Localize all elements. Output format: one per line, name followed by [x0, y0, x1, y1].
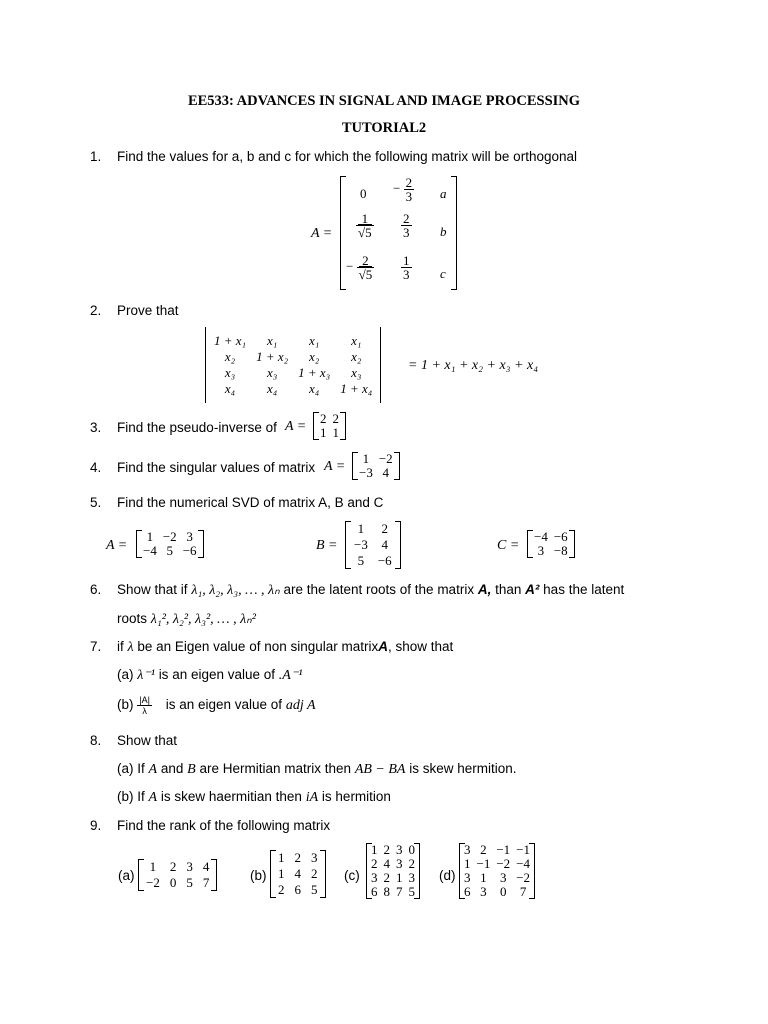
q1-number: 1. [90, 149, 102, 164]
q1-r1c3: a [440, 186, 447, 201]
q5-c-cell: −4 [534, 529, 548, 544]
q5-number: 5. [90, 495, 102, 510]
q7-a-text: is an eigen value of [158, 667, 276, 682]
q5-a-cell: 5 [166, 543, 174, 558]
q7-number: 7. [90, 639, 102, 654]
q5-a-cell: −4 [143, 543, 157, 558]
q9-matrix-b [270, 850, 326, 898]
q2-cell: 1 + x₁ [214, 333, 247, 348]
q9-b-cell: 4 [294, 866, 301, 881]
q9-d-cell: −1 [476, 856, 491, 871]
q5-a-cell: −2 [162, 529, 177, 544]
q5-b-cell: −6 [377, 553, 392, 568]
q2-cell: 1 + x₃ [298, 365, 331, 380]
q3-cell: 2 [332, 411, 339, 426]
q8-a-A: A [148, 762, 158, 777]
q6-line1 [117, 582, 624, 599]
q7-part-a [117, 667, 302, 684]
q7-b-num: |A| [139, 695, 150, 705]
q7-b-math: adj A [285, 698, 316, 714]
q3-text: Find the pseudo-inverse of [117, 420, 277, 435]
q8-a-and: and [160, 761, 184, 776]
q9-b-cell: 2 [278, 882, 285, 897]
q9-c-cell: 4 [383, 856, 390, 871]
q2-text: Prove that [117, 303, 179, 318]
q9-c-cell: 0 [408, 842, 415, 857]
q2-cell: x₃ [224, 365, 236, 380]
q1-r2c3: b [440, 224, 447, 239]
q9-d-cell: 1 [464, 856, 471, 871]
q9-c-cell: 2 [383, 870, 390, 885]
q9-d-cell: −1 [516, 842, 531, 857]
q1-lhs: A = [311, 226, 333, 241]
q7-text-b: be an Eigen value of non singular matrix [137, 639, 379, 654]
q9-a-cell: 3 [186, 859, 193, 874]
q9-d-cell: 6 [464, 884, 471, 899]
q2-cell: x₁ [351, 333, 362, 348]
q9-a-cell: 0 [169, 875, 177, 890]
q5-a-lhs: A = [106, 538, 128, 553]
q2-cell: x₂ [224, 349, 236, 364]
q9-d-cell: 7 [519, 884, 527, 899]
q9-d-cell: 0 [500, 884, 507, 899]
q2-cell: x₄ [266, 381, 278, 396]
q9-b-cell: 6 [294, 882, 301, 897]
document-title: EE533: ADVANCES IN SIGNAL AND IMAGE PROCESSING [187, 93, 581, 109]
q2-determinant [205, 327, 381, 403]
q8-a-prefix: (a) If [117, 761, 145, 776]
q5-b-lhs: B = [316, 538, 338, 553]
q7-lambda: λ [127, 640, 134, 655]
q4-text: Find the singular values of matrix [117, 460, 316, 475]
q7-matrix-a: A [378, 639, 389, 654]
q9-c-label: (c) [344, 868, 360, 883]
q9-c-cell: 2 [383, 842, 390, 857]
q5-c-cell: 3 [537, 543, 545, 558]
q2-cell: x₄ [309, 381, 320, 396]
q7-a-math: λ⁻¹ [137, 668, 155, 683]
q3-cell: 1 [332, 425, 339, 440]
q2-rhs: = 1 + x₁ + x₂ + x₃ + x₄ [408, 358, 539, 373]
q1-r3c2-den: 3 [403, 267, 410, 282]
q6-text-c: than [495, 582, 522, 597]
q4-matrix [352, 452, 400, 480]
q1-text: Find the values for a, b and c for which the following matrix will be orthogonal [117, 149, 577, 164]
q8-b-end: is hermition [321, 789, 391, 804]
q5-a-cell: 3 [186, 529, 193, 544]
q9-matrix-d [459, 843, 535, 899]
q9-b-cell: 2 [294, 850, 301, 865]
q8-a-B: B [187, 762, 196, 777]
q1-r3c1-den: √5 [358, 267, 373, 282]
q6-number: 6. [90, 582, 102, 597]
q9-c-cell: 3 [408, 870, 415, 885]
q9-b-cell: 1 [278, 850, 285, 865]
q9-c-cell: 6 [371, 884, 378, 899]
q9-c-cell: 1 [396, 870, 403, 885]
q2-number: 2. [90, 303, 102, 318]
q9-d-cell: 3 [480, 884, 487, 899]
q9-c-cell: 8 [383, 884, 390, 899]
q7-line1 [117, 639, 453, 656]
q5-b-cell: 2 [381, 521, 389, 536]
q9-d-label: (d) [439, 868, 456, 883]
q9-d-cell: 1 [480, 870, 487, 885]
q2-cell: 1 + x₂ [256, 349, 289, 364]
q6-text-b: are the latent roots of the matrix [283, 582, 475, 597]
q6-roots-label: roots [117, 611, 148, 626]
q2-cell: x₃ [266, 365, 278, 380]
q5-b-cell: 5 [357, 553, 365, 568]
q4-number: 4. [90, 460, 102, 475]
q9-c-cell: 7 [396, 884, 403, 899]
q8-b-A: A [148, 790, 158, 805]
q6-line2 [117, 611, 256, 628]
q5-b-cell: 1 [357, 521, 365, 536]
q7-b-text: is an eigen value of [165, 697, 283, 713]
q9-a-cell: 2 [169, 859, 177, 874]
q9-a-cell: 5 [186, 875, 193, 890]
q1-r2c1-den: √5 [358, 225, 372, 240]
q4-lhs: A = [324, 459, 346, 474]
q8-b-math: iA [305, 790, 319, 805]
q6-matrix-a: A, [477, 582, 492, 597]
q9-number: 9. [90, 818, 102, 833]
q5-matrix-c [527, 530, 575, 558]
q7-text-a: if [117, 639, 124, 654]
q1-r2c1-num: 1 [356, 212, 374, 226]
q2-cell: 1 + x₄ [340, 381, 373, 396]
q3-number: 3. [90, 420, 102, 435]
q2-cell: x₂ [309, 349, 320, 364]
q9-text: Find the rank of the following matrix [117, 818, 331, 833]
q9-c-cell: 3 [396, 842, 403, 857]
q1-r1c1: 0 [360, 186, 367, 201]
q7-part-b [117, 695, 316, 716]
q4-cell: −2 [378, 451, 393, 466]
q9-d-cell: −1 [496, 842, 511, 857]
q3-lhs: A = [285, 419, 307, 434]
q9-a-cell: 7 [202, 875, 210, 890]
q9-matrix-c [366, 843, 420, 899]
q7-a-math2: .A⁻¹ [278, 668, 303, 683]
q7-b-den: λ [142, 706, 147, 716]
q8-a-end: is skew hermition. [409, 761, 517, 776]
q6-text-a: Show that if [117, 582, 188, 597]
q5-c-cell: −6 [553, 529, 568, 544]
q5-a-cell: 1 [146, 529, 154, 544]
q8-b-text: is skew haermitian then [160, 789, 302, 804]
q2-cell: x₂ [351, 349, 362, 364]
q9-b-cell: 2 [311, 866, 318, 881]
q6-matrix-a2: A² [525, 582, 540, 597]
q8-text: Show that [117, 733, 178, 748]
q9-d-cell: −4 [516, 856, 531, 871]
q1-r3c1-sign: − [346, 258, 354, 274]
q9-c-cell: 1 [371, 842, 378, 857]
q9-b-cell: 1 [278, 866, 285, 881]
q8-number: 8. [90, 733, 102, 748]
q1-r2c2-den: 3 [403, 225, 410, 240]
q5-matrix-a [136, 530, 204, 558]
q1-r2c2-num: 2 [403, 211, 410, 226]
q5-b-cell: 4 [381, 537, 389, 552]
q9-d-cell: 2 [480, 842, 487, 857]
document-subtitle: TUTORIAL2 [341, 120, 427, 136]
q5-b-cell: −3 [354, 537, 368, 552]
q9-c-cell: 3 [396, 856, 403, 871]
q1-matrix [340, 176, 457, 290]
q1-r3c2-num: 1 [403, 253, 410, 268]
q5-c-cell: −8 [553, 543, 568, 558]
q7-text-c: , show that [388, 639, 454, 654]
q6-squared-lambdas: λ₁², λ₂², λ₃², … , λₙ² [150, 612, 256, 627]
q9-b-cell: 3 [311, 850, 318, 865]
q9-c-cell: 5 [408, 884, 415, 899]
q9-a-label: (a) [118, 868, 135, 883]
q8-a-math: AB − BA [354, 762, 406, 777]
q9-d-cell: 3 [500, 870, 507, 885]
q1-r1c2-num: 2 [405, 175, 413, 190]
q3-cell: 1 [320, 425, 327, 440]
q9-matrix-a [138, 859, 217, 891]
q6-lambdas: λ₁, λ₂, λ₃, … , λₙ [191, 583, 280, 598]
q8-b-prefix: (b) If [117, 789, 145, 804]
q7-b-prefix: (b) [117, 697, 134, 713]
q5-text: Find the numerical SVD of matrix A, B and C [117, 495, 384, 510]
q9-a-cell: 4 [202, 859, 210, 874]
q9-d-cell: −2 [516, 870, 531, 885]
q8-a-text: are Hermitian matrix then [199, 761, 352, 776]
q5-a-cell: −6 [182, 543, 197, 558]
q2-cell: x₁ [266, 333, 278, 348]
q9-a-cell: −2 [146, 875, 160, 890]
q9-d-cell: −2 [496, 856, 511, 871]
q9-b-label: (b) [250, 868, 267, 883]
q5-matrix-b [345, 521, 401, 569]
q8-part-a [117, 761, 517, 778]
q1-r3c1-num: 2 [357, 254, 375, 268]
q9-d-cell: 3 [464, 870, 471, 885]
q2-cell: x₃ [351, 365, 362, 380]
q3-cell: 2 [320, 411, 327, 426]
q4-cell: −3 [359, 465, 373, 480]
q2-cell: x₄ [224, 381, 236, 396]
q7-a-prefix: (a) [117, 667, 134, 682]
q9-b-cell: 5 [311, 882, 318, 897]
q9-d-cell: 3 [464, 842, 471, 857]
q9-c-cell: 2 [408, 856, 415, 871]
q1-r3c3: c [440, 266, 446, 281]
q4-cell: 4 [382, 465, 390, 480]
q5-c-lhs: C = [497, 538, 520, 553]
q1-r1c2-sign: − [393, 180, 401, 196]
q2-cell: x₁ [309, 333, 320, 348]
q9-a-cell: 1 [149, 859, 157, 874]
q1-r1c2-den: 3 [405, 189, 413, 204]
q4-cell: 1 [362, 451, 370, 466]
q3-matrix [313, 412, 346, 440]
q8-part-b [117, 789, 391, 806]
q6-text-d: has the latent [543, 582, 625, 597]
q9-c-cell: 2 [371, 856, 378, 871]
q9-c-cell: 3 [371, 870, 378, 885]
